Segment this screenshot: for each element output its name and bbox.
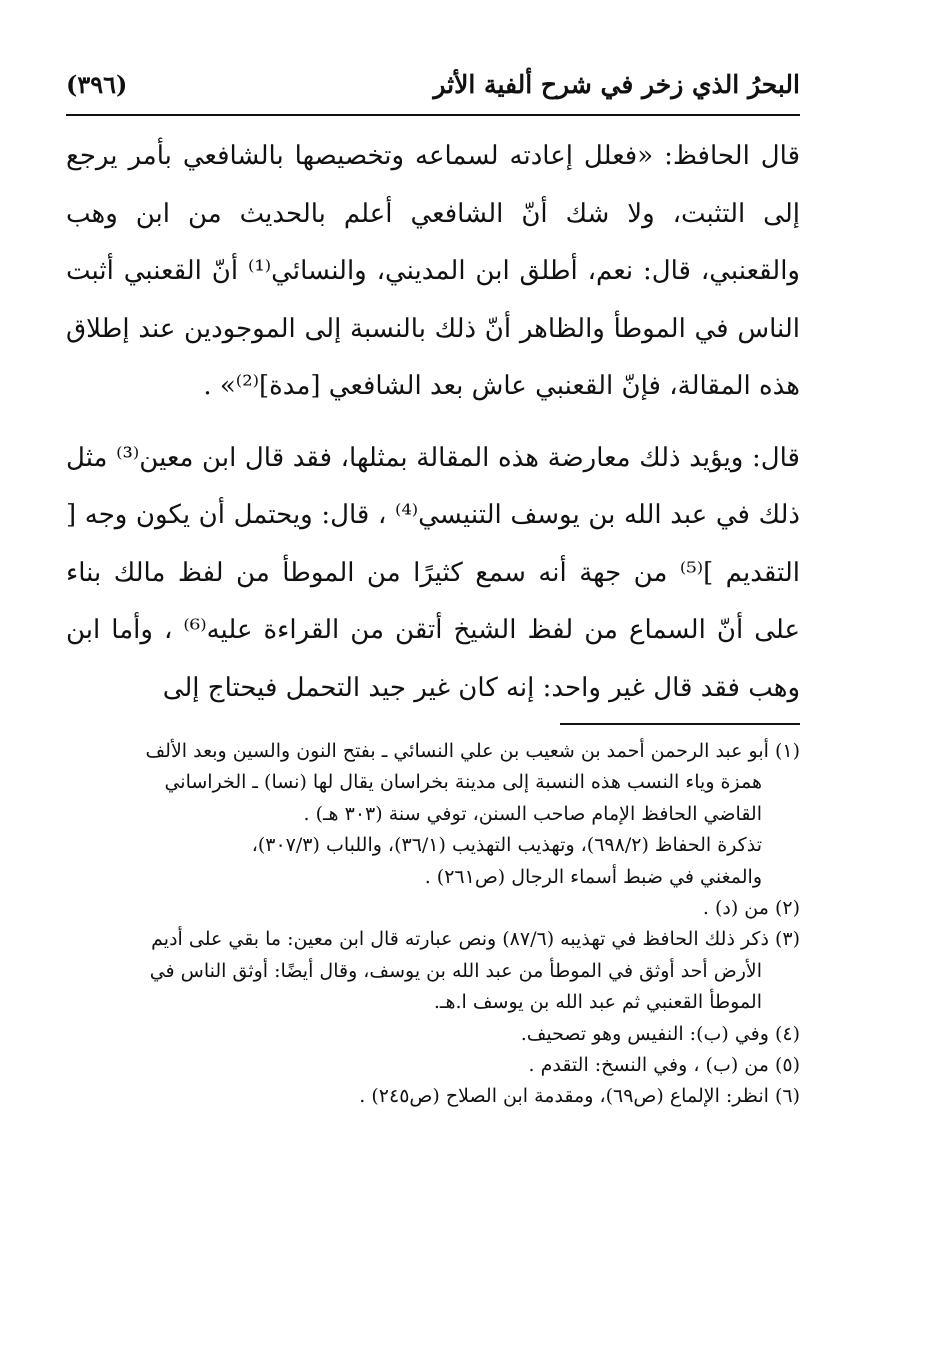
footnote-number: (٤) (774, 1022, 800, 1045)
footnote-2 (66, 893, 800, 924)
header-divider (66, 114, 800, 116)
footnote-divider (560, 723, 800, 725)
footnotes (66, 736, 800, 1113)
footnote-6 (66, 1081, 800, 1112)
footnote-line: همزة وياء النسب هذه النسبة إلى مدينة بخراسان يقال لها (نسا) ـ الخراساني (164, 771, 762, 794)
footnote-3 (66, 924, 800, 1018)
footnote-line: الأرض أحد أوثق في الموطأ من عبد الله بن يوسف، وقال أيضًا: أوثق الناس في (149, 959, 762, 982)
footnote-5 (66, 1050, 800, 1081)
page-header (66, 62, 800, 114)
footnote-number: (٦) (774, 1085, 800, 1108)
footnote-line: تذكرة الحفاظ (٦٩٨/٢)، وتهذيب التهذيب (٣٦/١)، واللباب (٣٠٧/٣)، (251, 834, 762, 857)
footnote-line (66, 893, 800, 924)
footnote-number: (١) (774, 740, 800, 762)
footnote-line (66, 1019, 800, 1050)
footnote-line: القاضي الحافظ الإمام صاحب السنن، توفي سنة (٣٠٣ هـ) . (303, 802, 762, 825)
footnote-text: أبو عبد الرحمن أحمد بن شعيب بن علي النسائي ـ بفتح النون والسين وبعد الألف (145, 740, 769, 762)
footnote-text: من (د) . (702, 897, 769, 920)
footnote-line (66, 736, 800, 767)
footnote-line (66, 1050, 800, 1081)
footnote-text: من (ب) ، وفي النسخ: التقدم . (528, 1054, 769, 1077)
footnote-text: وفي (ب): النفيس وهو تصحيف. (520, 1022, 769, 1045)
footnote-text: انظر: الإلماع (ص٦٩)، ومقدمة ابن الصلاح (ص٢٤٥) . (359, 1085, 769, 1108)
footnote-number: (٥) (774, 1054, 800, 1077)
footnote-line (66, 1081, 800, 1112)
body-text (66, 128, 800, 717)
footnote-line: والمغني في ضبط أسماء الرجال (ص٢٦١) . (424, 865, 762, 888)
footnote-line: الموطأ القعنبي ثم عبد الله بن يوسف ا.هـ. (433, 991, 762, 1014)
footnote-line (66, 924, 800, 955)
running-title: البحرُ الذي زخر في شرح ألفية الأثر (433, 70, 800, 99)
footnote-text: ذكر ذلك الحافظ في تهذيبه (٨٧/٦) ونص عبارته قال ابن معين: ما بقي على أديم (151, 928, 769, 951)
footnote-1 (66, 736, 800, 893)
body-paragraph: قال الحافظ: «فعلل إعادته لسماعه وتخصيصها بالشافعي بأمر يرجع إلى التثبت، ولا شك أنّ الشافعي أعلم بالحديث من ابن وهب والقعنبي، قال: نعم، أطلق ابن المديني، والنسائي⁽¹⁾ أنّ القعنبي أثبت الناس في الموطأ والظاهر أنّ ذلك بالنسبة إلى الموجودين عند إطلاق هذه المقالة، فإنّ القعنبي عاش بعد الشافعي [مدة]⁽²⁾» . (66, 141, 800, 401)
body-paragraph: قال: ويؤيد ذلك معارضة هذه المقالة بمثلها، فقد قال ابن معين⁽³⁾ مثل ذلك في عبد الله بن يوسف التنيسي⁽⁴⁾ ، قال: ويحتمل أن يكون وجه [ التقديم ]⁽⁵⁾ من جهة أنه سمع كثيرًا من الموطأ من لفظ مالك بناء على أنّ السماع من لفظ الشيخ أتقن من القراءة عليه⁽⁶⁾ ، وأما ابن وهب فقد قال غير واحد: إنه كان غير جيد التحمل فيحتاج إلى (66, 442, 801, 703)
page-number: (٣٩٦) (66, 70, 128, 99)
footnote-4 (66, 1019, 800, 1050)
footnote-number: (٢) (774, 897, 800, 920)
footnote-number: (٣) (774, 928, 800, 951)
